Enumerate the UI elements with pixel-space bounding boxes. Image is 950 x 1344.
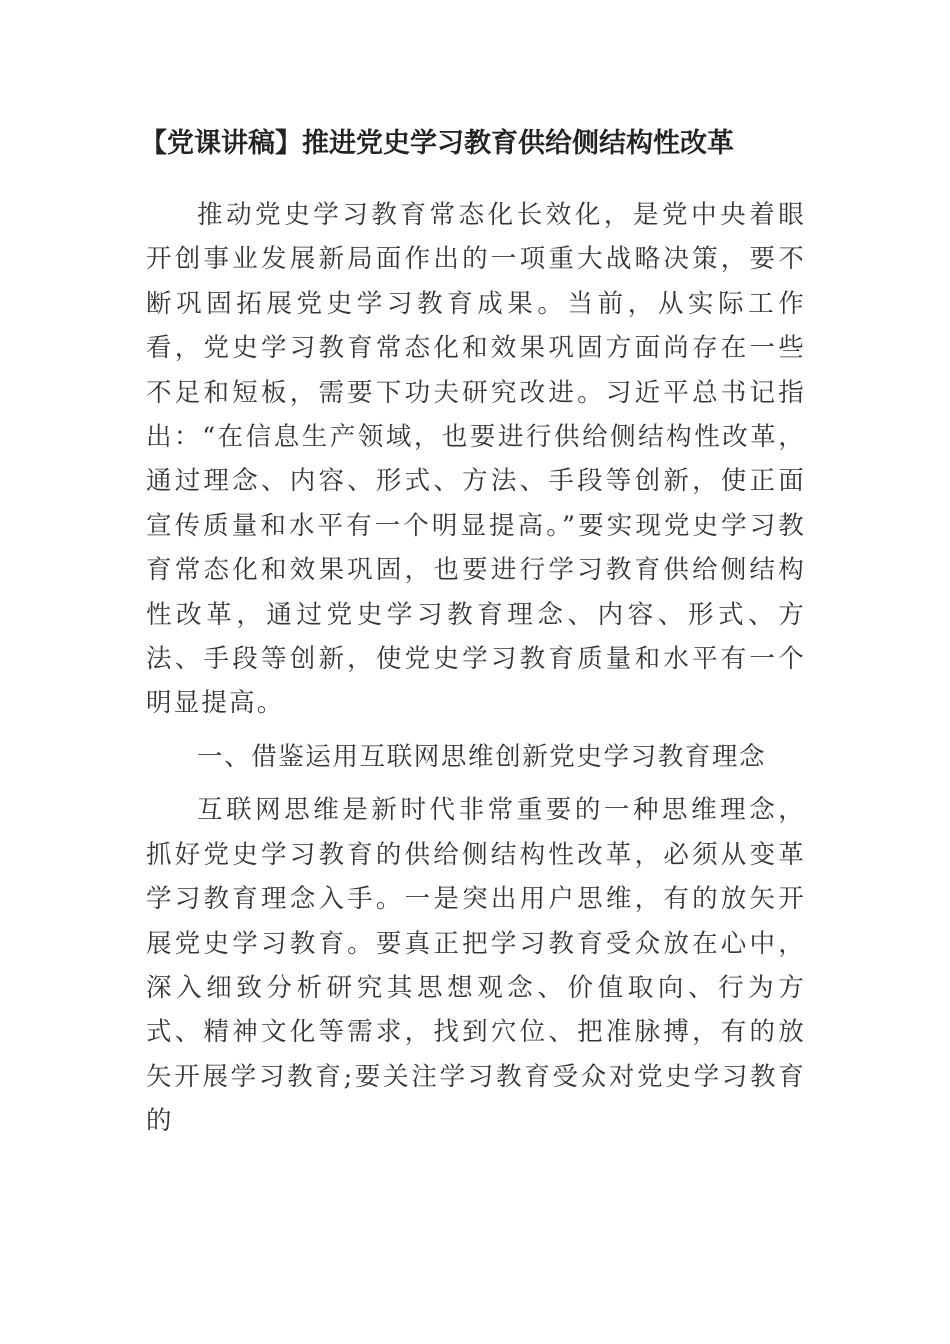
paragraph-section-1: 互联网思维是新时代非常重要的一种思维理念，抓好党史学习教育的供给侧结构性改革，必须从变革学习教育理念入手。一是突出用户思维，有的放矢开展党史学习教育。要真正把学习教育受众放在心中，深入细致分析研究其思想观念、价值取向、行为方式、精神文化等需求，找到穴位、把准脉搏，有的放矢开展学习教育;要关注学习教育受众对党史学习教育的 [146,795,806,1137]
document-body [146,193,806,1153]
paragraph-intro: 推动党史学习教育常态化长效化，是党中央着眼开创事业发展新局面作出的一项重大战略决策，要不断巩固拓展党史学习教育成果。当前，从实际工作看，党史学习教育常态化和效果巩固方面尚存在一些不足和短板，需要下功夫研究改进。习近平总书记指出：“在信息生产领域，也要进行供给侧结构性改革，通过理念、内容、形式、方法、手段等创新，使正面宣传质量和水平有一个明显提高。”要实现党史学习教育常态化和效果巩固，也要进行学习教育供给侧结构性改革，通过党史学习教育理念、内容、形式、方法、手段等创新，使党史学习教育质量和水平有一个明显提高。 [146,200,806,719]
section-heading-1: 一、借鉴运用互联网思维创新党史学习教育理念 [197,741,767,772]
document-title: 【党课讲稿】推进党史学习教育供给侧结构性改革 [140,128,734,159]
